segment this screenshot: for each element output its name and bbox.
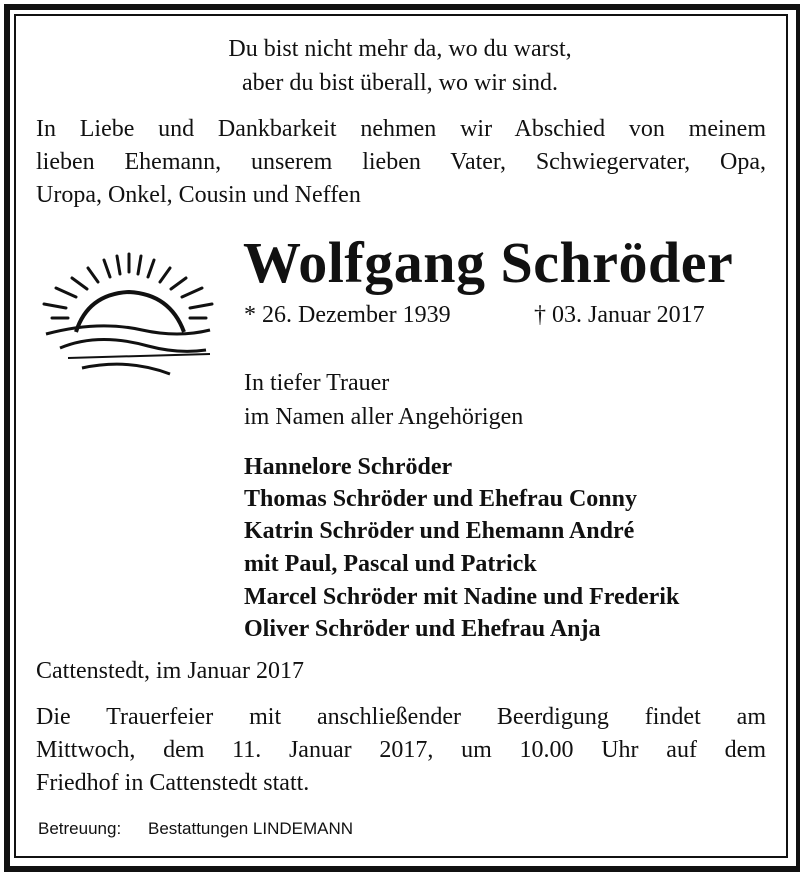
family-member: Thomas Schröder und Ehefrau Conny (244, 486, 637, 512)
place-date: Cattenstedt, im Januar 2017 (36, 658, 304, 684)
sunset-over-hills-icon (38, 250, 214, 386)
funeral-line-1: Die Trauerfeier mit anschließender Beerdigung findet am (36, 704, 766, 730)
family-member: Marcel Schröder mit Nadine und Frederik (244, 584, 680, 610)
family-member: mit Paul, Pascal und Patrick (244, 551, 537, 577)
birth-date: * 26. Dezember 1939 (244, 302, 451, 328)
intro-line-2: lieben Ehemann, unserem lieben Vater, Schwiegervater, Opa, (36, 149, 766, 175)
mourning-line-1: In tiefer Trauer (244, 370, 390, 396)
intro-line-3: Uropa, Onkel, Cousin und Neffen (36, 182, 361, 208)
family-member: Oliver Schröder und Ehefrau Anja (244, 616, 601, 642)
death-date: † 03. Januar 2017 (534, 302, 705, 328)
care-company: Bestattungen LINDEMANN (148, 819, 354, 838)
deceased-name: Wolfgang Schröder (243, 230, 734, 295)
care-label: Betreuung: (38, 819, 122, 838)
verse-line-2: aber du bist überall, wo wir sind. (242, 70, 558, 96)
intro-line-1: In Liebe und Dankbarkeit nehmen wir Abschied von meinem (36, 116, 766, 142)
verse-line-1: Du bist nicht mehr da, wo du warst, (228, 36, 572, 62)
family-member: Katrin Schröder und Ehemann André (244, 518, 635, 544)
funeral-line-3: Friedhof in Cattenstedt statt. (36, 770, 310, 796)
mourning-line-2: im Namen aller Angehörigen (244, 404, 524, 430)
family-member: Hannelore Schröder (244, 454, 453, 480)
funeral-line-2: Mittwoch, dem 11. Januar 2017, um 10.00 Uhr auf dem (36, 737, 766, 763)
